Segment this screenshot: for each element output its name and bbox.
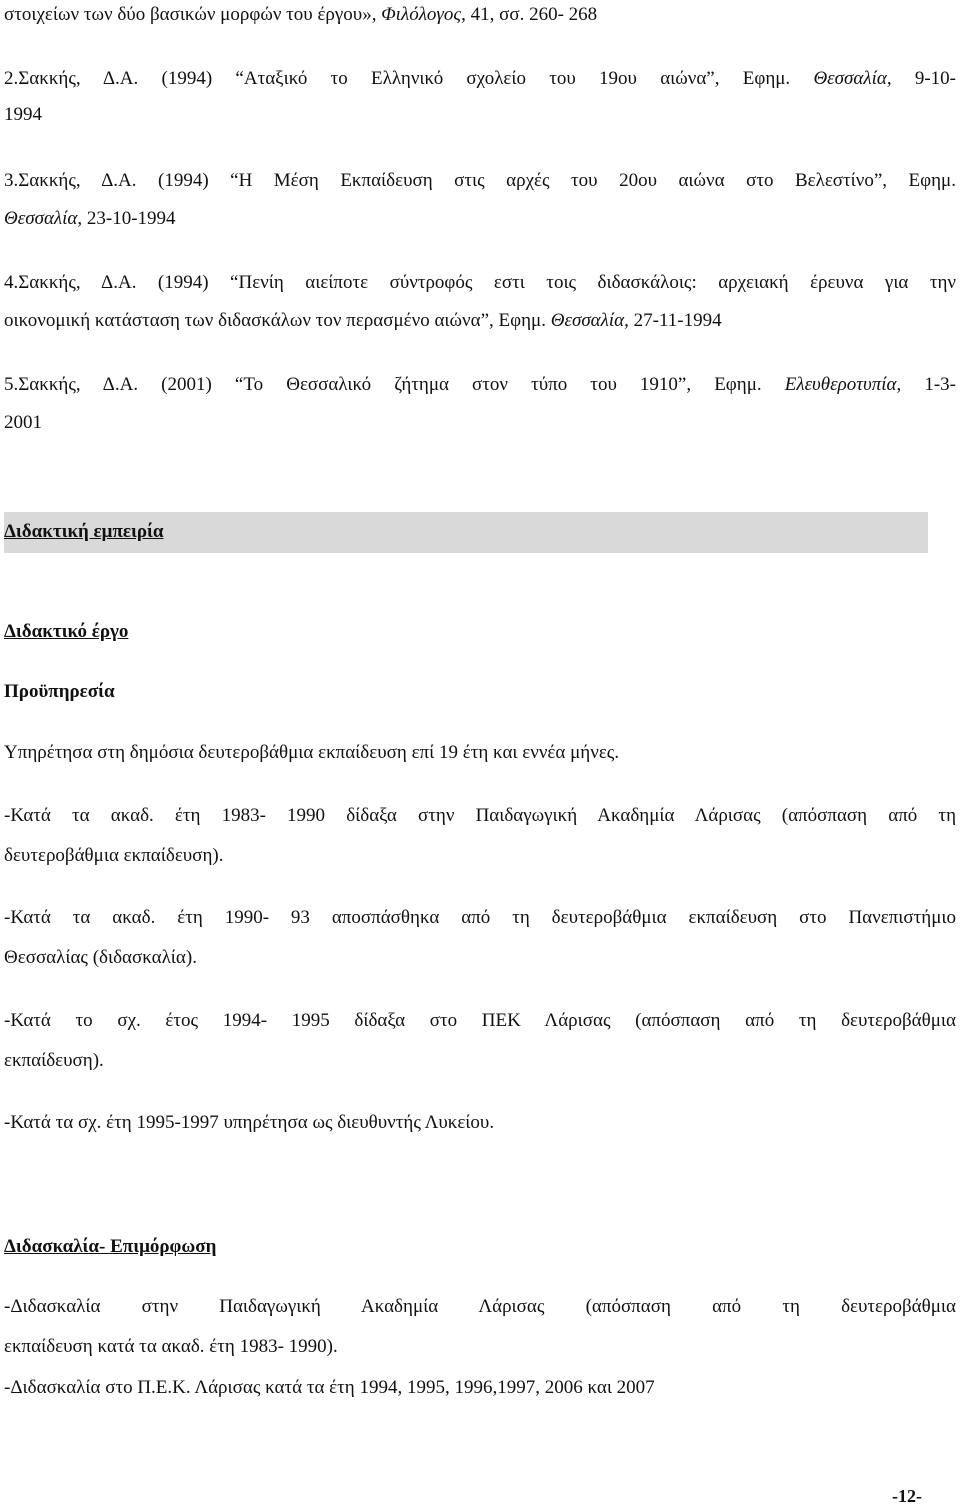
page-number: -12- xyxy=(892,1486,922,1506)
paragraph-3-line-1: -Κατά τα ακαδ. έτη 1990- 93 αποσπάσθηκα από τη δευτεροβάθμια εκπαίδευση στο Πανεπιστήμιο xyxy=(4,907,956,928)
paragraph-4-line-1: -Κατά το σχ. έτος 1994- 1995 δίδαξα στο ΠΕΚ Λάρισας (απόσπαση από τη δευτεροβάθμια xyxy=(4,1010,956,1031)
ref-4-line-1: 4.Σακκής, Δ.Α. (1994) “Πενίη αιείποτε σύντροφός εστι τοις διδασκάλοις: αρχειακή έρευνα για την xyxy=(4,272,956,293)
paragraph-3-line-2: Θεσσαλίας (διδασκαλία). xyxy=(4,947,197,968)
subheading-teaching-work: Διδακτικό έργο xyxy=(4,621,129,642)
ref-line-1: στοιχείων των δύο βασικών μορφών του έργου», Φιλόλογος, 41, σσ. 260- 268 xyxy=(4,4,598,25)
ref-5-line-1: 5.Σακκής, Δ.Α. (2001) “Το Θεσσαλικό ζήτημα στον τύπο του 1910”, Εφημ. Ελευθεροτυπία, 1-3- xyxy=(4,374,957,395)
teaching-heading: Διδασκαλία- Επιμόρφωση xyxy=(4,1236,217,1257)
ref-3-line-2: Θεσσαλία, 23-10-1994 xyxy=(4,208,176,229)
paragraph-2-line-2: δευτεροβάθμια εκπαίδευση). xyxy=(4,845,224,866)
teaching-2: -Διδασκαλία στο Π.Ε.Κ. Λάρισας κατά τα έτη 1994, 1995, 1996,1997, 2006 και 2007 xyxy=(4,1377,655,1398)
ref-5-line-2: 2001 xyxy=(4,412,42,433)
ref-2-line-1: 2.Σακκής, Δ.Α. (1994) “Αταξικό το Ελληνικό σχολείο του 19ου αιώνα”, Εφημ. Θεσσαλία, 9-10- xyxy=(4,68,956,89)
teaching-1-line-2: εκπαίδευση κατά τα ακαδ. έτη 1983- 1990). xyxy=(4,1336,338,1357)
teaching-1-line-1: -Διδασκαλία στην Παιδαγωγική Ακαδημία Λάρισας (απόσπαση από τη δευτεροβάθμια xyxy=(4,1296,956,1317)
paragraph-4-line-2: εκπαίδευση). xyxy=(4,1050,104,1071)
paragraph-5: -Κατά τα σχ. έτη 1995-1997 υπηρέτησα ως διευθυντής Λυκείου. xyxy=(4,1112,495,1133)
paragraph-2-line-1: -Κατά τα ακαδ. έτη 1983- 1990 δίδαξα στην Παιδαγωγική Ακαδημία Λάρισας (απόσπαση από τη xyxy=(4,805,956,826)
subheading-service: Προϋπηρεσία xyxy=(4,681,115,702)
section-heading: Διδακτική εμπειρία xyxy=(4,521,164,542)
ref-4-line-2: οικονομική κατάσταση των διδασκάλων τον περασμένο αιώνα”, Εφημ. Θεσσαλία, 27-11-1994 xyxy=(4,310,722,331)
ref-3-line-1: 3.Σακκής, Δ.Α. (1994) “Η Μέση Εκπαίδευση στις αρχές του 20ου αιώνα στο Βελεστίνο”, Εφημ. xyxy=(4,170,956,191)
ref-2-line-2: 1994 xyxy=(4,104,42,125)
paragraph-service: Υπηρέτησα στη δημόσια δευτεροβάθμια εκπαίδευση επί 19 έτη και εννέα μήνες. xyxy=(4,742,620,763)
